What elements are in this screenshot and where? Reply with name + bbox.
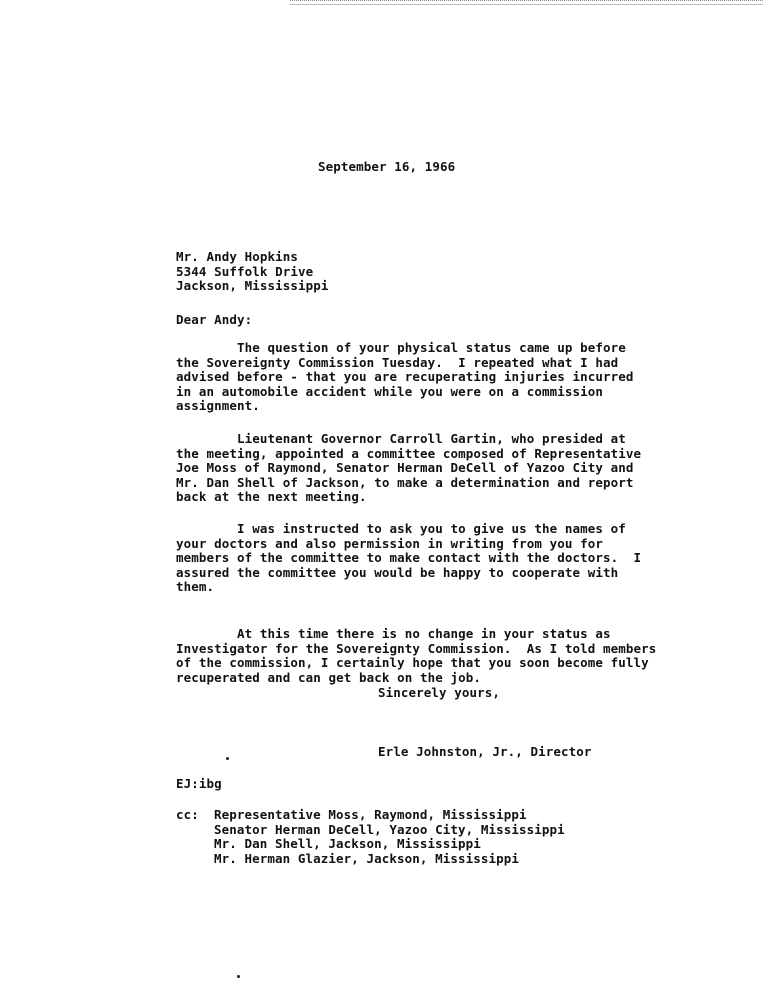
cc-item: Mr. Herman Glazier, Jackson, Mississippi (214, 850, 520, 866)
cc-item: Representative Moss, Raymond, Mississippi (214, 807, 527, 822)
recipient-address (176, 250, 329, 294)
complimentary-closing: Sincerely yours, (378, 685, 501, 700)
body-paragraph-2: Lieutenant Governor Carroll Gartin, who presided at the meeting, appointed a committee composed of Representative Joe Moss of Raymond, Senator Herman DeCell of Yazoo City and Mr. Dan Shell of Jackson, to make a determination and report back at the next meeting. (176, 431, 642, 505)
recipient-street: 5344 Suffolk Drive (176, 263, 314, 279)
signature-block: Erle Johnston, Jr., Director (378, 744, 592, 759)
scan-speck (237, 975, 240, 978)
cc-item: Mr. Dan Shell, Jackson, Mississippi (214, 836, 481, 852)
cc-label: cc: (176, 807, 199, 822)
body-paragraph-1: The question of your physical status came up before the Sovereignty Commission Tuesday. I repeated what I had advised before - that you are recuperating injuries incurred in an automobile accident while you were on a commission assignment. (176, 340, 634, 414)
body-paragraph-3: I was instructed to ask you to give us the names of your doctors and also permission in writing from you for members of the committee to make contact with the doctors. I assured the committee you would be happy to cooperate with them. (176, 521, 642, 595)
cc-item: Senator Herman DeCell, Yazoo City, Mississippi (214, 821, 565, 837)
scan-edge-line (290, 0, 763, 5)
recipient-name: Mr. Andy Hopkins (176, 249, 299, 264)
scan-speck (226, 757, 229, 760)
reference-initials: EJ:ibg (176, 776, 222, 791)
letter-date: September 16, 1966 (318, 159, 456, 174)
cc-list (214, 808, 565, 866)
salutation: Dear Andy: (176, 312, 253, 327)
recipient-city: Jackson, Mississippi (176, 278, 329, 294)
body-paragraph-4: At this time there is no change in your status as Investigator for the Sovereignty Commission. As I told members of the commission, I certainly hope that you soon become fully recuperated and can get back on the job. (176, 626, 657, 685)
